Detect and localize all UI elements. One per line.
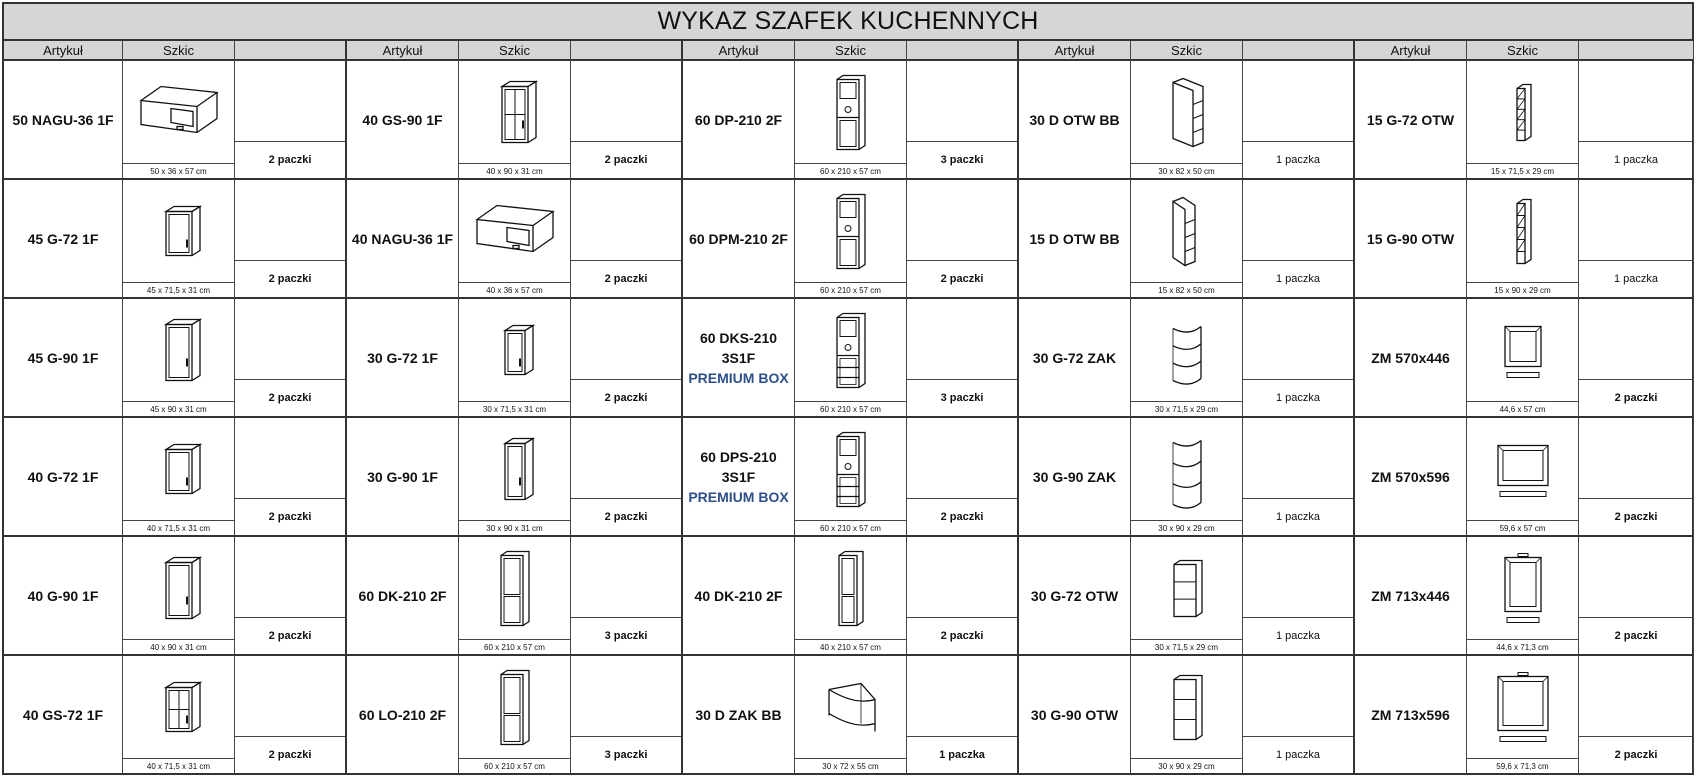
sketch-cell: [795, 180, 907, 299]
column-header-blank: [1579, 41, 1694, 61]
article-cell: [4, 180, 123, 299]
packages-cell: [235, 61, 347, 180]
article-cell: [1355, 180, 1467, 299]
dimensions-label: 30 x 90 x 29 cm: [1158, 524, 1215, 533]
packages-cell: [571, 299, 683, 418]
column-header-blank: [235, 41, 347, 61]
packages-cell: [907, 656, 1019, 775]
column-header-blank: [1243, 41, 1355, 61]
package-count: 2 paczki: [571, 498, 681, 535]
packages-cell: [907, 61, 1019, 180]
article-cell: [1355, 61, 1467, 180]
sketch-cell: [795, 537, 907, 656]
article-name: 30 G-72 OTW: [1030, 587, 1119, 604]
dimension-divider: [1467, 758, 1578, 759]
sketch-cell: [1131, 418, 1243, 537]
sketch-cell: [1467, 656, 1579, 775]
package-count: 1 paczka: [1243, 379, 1353, 416]
dimensions-label: 40 x 90 x 31 cm: [486, 167, 543, 176]
package-count: 3 paczki: [907, 379, 1017, 416]
article-cell: [683, 299, 795, 418]
article-cell: [347, 61, 459, 180]
column-header-article: Artykuł: [1355, 41, 1467, 61]
dimension-divider: [1467, 520, 1578, 521]
column-header-sketch: Szkic: [1131, 41, 1243, 61]
package-count: 3 paczki: [571, 617, 681, 654]
packages-cell: [1243, 61, 1355, 180]
article-cell: [347, 537, 459, 656]
column-header-article: Artykuł: [347, 41, 459, 61]
package-count: 2 paczki: [907, 260, 1017, 297]
column-header-sketch: Szkic: [795, 41, 907, 61]
dimensions-label: 40 x 71,5 x 31 cm: [146, 524, 211, 533]
dimensions-label: 30 x 72 x 55 cm: [822, 762, 879, 771]
page-title: WYKAZ SZAFEK KUCHENNYCH: [2, 2, 1694, 41]
dimension-divider: [459, 758, 570, 759]
sketch-cell: [123, 299, 235, 418]
dimension-divider: [1131, 520, 1242, 521]
package-count: 2 paczki: [907, 498, 1017, 535]
sketch-cell: [123, 656, 235, 775]
packages-cell: [235, 418, 347, 537]
article-cell: [1355, 656, 1467, 775]
dimension-divider: [1131, 401, 1242, 402]
article-cell: [1019, 61, 1131, 180]
packages-cell: [1243, 418, 1355, 537]
column-header-blank: [907, 41, 1019, 61]
dimension-divider: [1131, 639, 1242, 640]
dimensions-label: 30 x 82 x 50 cm: [1158, 167, 1215, 176]
sketch-cell: [123, 61, 235, 180]
article-name: 30 G-72 1F: [367, 349, 438, 366]
packages-cell: [571, 61, 683, 180]
sketch-cell: [459, 656, 571, 775]
sketch-cell: [459, 299, 571, 418]
article-cell: [683, 180, 795, 299]
article-cell: [683, 537, 795, 656]
dimension-divider: [795, 401, 906, 402]
package-count: 1 paczka: [1243, 498, 1353, 535]
article-cell: [1355, 299, 1467, 418]
article-name: 60 LO-210 2F: [358, 706, 447, 723]
article-cell: [347, 180, 459, 299]
packages-cell: [571, 537, 683, 656]
article-name: 40 G-90 1F: [27, 587, 99, 604]
package-count: 2 paczki: [1579, 498, 1693, 535]
sketch-cell: [795, 656, 907, 775]
dimensions-label: 30 x 71,5 x 29 cm: [1154, 643, 1219, 652]
dimensions-label: 40 x 90 x 31 cm: [150, 643, 207, 652]
dimensions-label: 45 x 90 x 31 cm: [150, 405, 207, 414]
dimension-divider: [123, 520, 234, 521]
sketch-cell: [123, 537, 235, 656]
packages-cell: [1243, 537, 1355, 656]
article-cell: [683, 656, 795, 775]
article-name: 30 G-90 OTW: [1030, 706, 1119, 723]
article-name: 50 NAGU-36 1F: [12, 111, 114, 128]
dimension-divider: [1467, 163, 1578, 164]
sketch-cell: [1467, 299, 1579, 418]
sketch-cell: [1467, 418, 1579, 537]
column-header-article: Artykuł: [1019, 41, 1131, 61]
package-count: 2 paczki: [235, 260, 345, 297]
premium-box-label: PREMIUM BOX: [688, 369, 789, 386]
article-cell: [4, 656, 123, 775]
sketch-cell: [1467, 180, 1579, 299]
article-cell: [4, 537, 123, 656]
dimensions-label: 60 x 210 x 57 cm: [484, 643, 545, 652]
dimensions-label: 40 x 36 x 57 cm: [486, 286, 543, 295]
dimension-divider: [123, 401, 234, 402]
dimension-divider: [459, 282, 570, 283]
column-header-sketch: Szkic: [1467, 41, 1579, 61]
packages-cell: [571, 180, 683, 299]
article-name: ZM 570x596: [1371, 468, 1450, 485]
sketch-cell: [1131, 180, 1243, 299]
column-header-article: Artykuł: [683, 41, 795, 61]
article-name: 40 GS-72 1F: [22, 706, 104, 723]
column-header-sketch: Szkic: [123, 41, 235, 61]
sketch-cell: [123, 180, 235, 299]
dimensions-label: 60 x 210 x 57 cm: [820, 405, 881, 414]
article-cell: [347, 656, 459, 775]
article-name: 60 DKS-210: [699, 329, 778, 346]
article-cell: [683, 61, 795, 180]
article-cell: [1019, 418, 1131, 537]
sketch-cell: [1131, 656, 1243, 775]
packages-cell: [907, 418, 1019, 537]
dimension-divider: [1131, 163, 1242, 164]
packages-cell: [571, 656, 683, 775]
packages-cell: [1579, 418, 1694, 537]
article-variant: 3S1F: [721, 468, 756, 485]
dimension-divider: [1467, 401, 1578, 402]
article-cell: [1355, 418, 1467, 537]
package-count: 2 paczki: [907, 617, 1017, 654]
dimensions-label: 45 x 71,5 x 31 cm: [146, 286, 211, 295]
dimensions-label: 60 x 210 x 57 cm: [820, 167, 881, 176]
sketch-cell: [795, 299, 907, 418]
dimensions-label: 60 x 210 x 57 cm: [484, 762, 545, 771]
dimension-divider: [123, 163, 234, 164]
packages-cell: [1579, 656, 1694, 775]
article-name: ZM 713x446: [1371, 587, 1450, 604]
package-count: 2 paczki: [571, 260, 681, 297]
article-cell: [1019, 180, 1131, 299]
article-name: 15 G-90 OTW: [1366, 230, 1455, 247]
sketch-cell: [1467, 537, 1579, 656]
sketch-cell: [459, 418, 571, 537]
packages-cell: [1579, 61, 1694, 180]
sketch-cell: [459, 180, 571, 299]
article-name: 45 G-90 1F: [27, 349, 99, 366]
dimension-divider: [459, 639, 570, 640]
packages-cell: [235, 299, 347, 418]
article-name: 40 G-72 1F: [27, 468, 99, 485]
dimension-divider: [459, 163, 570, 164]
dimensions-label: 15 x 82 x 50 cm: [1158, 286, 1215, 295]
article-cell: [1019, 299, 1131, 418]
dimensions-label: 44,6 x 71,3 cm: [1496, 643, 1549, 652]
dimension-divider: [795, 639, 906, 640]
dimension-divider: [795, 282, 906, 283]
packages-cell: [235, 537, 347, 656]
dimension-divider: [795, 520, 906, 521]
article-cell: [683, 418, 795, 537]
dimension-divider: [1131, 758, 1242, 759]
dimension-divider: [123, 282, 234, 283]
dimensions-label: 60 x 210 x 57 cm: [820, 286, 881, 295]
article-name: 60 DK-210 2F: [358, 587, 447, 604]
sketch-cell: [1131, 299, 1243, 418]
package-count: 2 paczki: [1579, 379, 1693, 416]
package-count: 2 paczki: [235, 617, 345, 654]
dimension-divider: [795, 163, 906, 164]
package-count: 2 paczki: [235, 379, 345, 416]
article-name: 30 D OTW BB: [1029, 111, 1120, 128]
article-name: 60 DPM-210 2F: [689, 230, 788, 247]
package-count: 2 paczki: [1579, 617, 1693, 654]
dimension-divider: [1131, 282, 1242, 283]
article-name: 15 G-72 OTW: [1366, 111, 1455, 128]
sketch-cell: [1467, 61, 1579, 180]
article-name: ZM 713x596: [1371, 706, 1450, 723]
column-header-sketch: Szkic: [459, 41, 571, 61]
sketch-cell: [795, 61, 907, 180]
dimensions-label: 30 x 71,5 x 31 cm: [482, 405, 547, 414]
article-name: 40 NAGU-36 1F: [351, 230, 454, 247]
package-count: 1 paczka: [1243, 617, 1353, 654]
article-name: 45 G-72 1F: [27, 230, 99, 247]
article-name: 40 GS-90 1F: [362, 111, 443, 128]
article-cell: [1355, 537, 1467, 656]
premium-box-label: PREMIUM BOX: [688, 488, 789, 505]
sketch-cell: [459, 61, 571, 180]
article-name: 60 DP-210 2F: [694, 111, 783, 128]
dimensions-label: 30 x 90 x 29 cm: [1158, 762, 1215, 771]
article-cell: [1019, 656, 1131, 775]
packages-cell: [907, 180, 1019, 299]
sketch-cell: [1131, 537, 1243, 656]
dimensions-label: 40 x 71,5 x 31 cm: [146, 762, 211, 771]
article-cell: [4, 299, 123, 418]
package-count: 1 paczka: [1243, 260, 1353, 297]
article-cell: [4, 418, 123, 537]
packages-cell: [1579, 180, 1694, 299]
article-cell: [347, 299, 459, 418]
article-name: 40 DK-210 2F: [694, 587, 783, 604]
article-name: 30 G-90 1F: [367, 468, 438, 485]
package-count: 1 paczka: [1243, 736, 1353, 773]
dimensions-label: 40 x 210 x 57 cm: [820, 643, 881, 652]
article-name: 60 DPS-210: [700, 448, 777, 465]
article-variant: 3S1F: [721, 349, 756, 366]
packages-cell: [907, 537, 1019, 656]
dimension-divider: [123, 758, 234, 759]
dimensions-label: 59,6 x 71,3 cm: [1496, 762, 1549, 771]
packages-cell: [235, 180, 347, 299]
sketch-cell: [795, 418, 907, 537]
column-header-blank: [571, 41, 683, 61]
package-count: 1 paczka: [1579, 260, 1693, 297]
package-count: 2 paczki: [571, 379, 681, 416]
sketch-cell: [123, 418, 235, 537]
dimension-divider: [459, 401, 570, 402]
dimensions-label: 60 x 210 x 57 cm: [820, 524, 881, 533]
dimensions-label: 50 x 36 x 57 cm: [150, 167, 207, 176]
packages-cell: [907, 299, 1019, 418]
package-count: 2 paczki: [235, 736, 345, 773]
package-count: 2 paczki: [571, 141, 681, 178]
dimension-divider: [1467, 282, 1578, 283]
sketch-cell: [1131, 61, 1243, 180]
packages-cell: [235, 656, 347, 775]
dimension-divider: [459, 520, 570, 521]
article-name: 15 D OTW BB: [1029, 230, 1120, 247]
package-count: 2 paczki: [235, 141, 345, 178]
article-name: 30 D ZAK BB: [695, 706, 782, 723]
dimension-divider: [123, 639, 234, 640]
dimensions-label: 30 x 71,5 x 29 cm: [1154, 405, 1219, 414]
article-name: ZM 570x446: [1371, 349, 1450, 366]
package-count: 1 paczka: [1243, 141, 1353, 178]
packages-cell: [1579, 537, 1694, 656]
package-count: 1 paczka: [1579, 141, 1693, 178]
packages-cell: [1243, 299, 1355, 418]
dimension-divider: [795, 758, 906, 759]
dimensions-label: 30 x 90 x 31 cm: [486, 524, 543, 533]
package-count: 2 paczki: [235, 498, 345, 535]
article-name: 30 G-72 ZAK: [1032, 349, 1117, 366]
package-count: 1 paczka: [907, 736, 1017, 773]
packages-cell: [1243, 656, 1355, 775]
package-count: 2 paczki: [1579, 736, 1693, 773]
packages-cell: [571, 418, 683, 537]
dimensions-label: 15 x 90 x 29 cm: [1494, 286, 1551, 295]
article-cell: [4, 61, 123, 180]
dimensions-label: 15 x 71,5 x 29 cm: [1490, 167, 1555, 176]
dimensions-label: 59,6 x 57 cm: [1499, 524, 1546, 533]
column-header-article: Artykuł: [4, 41, 123, 61]
article-name: 30 G-90 ZAK: [1032, 468, 1117, 485]
dimension-divider: [1467, 639, 1578, 640]
article-cell: [1019, 537, 1131, 656]
sketch-cell: [459, 537, 571, 656]
packages-cell: [1579, 299, 1694, 418]
package-count: 3 paczki: [571, 736, 681, 773]
package-count: 3 paczki: [907, 141, 1017, 178]
packages-cell: [1243, 180, 1355, 299]
article-cell: [347, 418, 459, 537]
dimensions-label: 44,6 x 57 cm: [1499, 405, 1546, 414]
